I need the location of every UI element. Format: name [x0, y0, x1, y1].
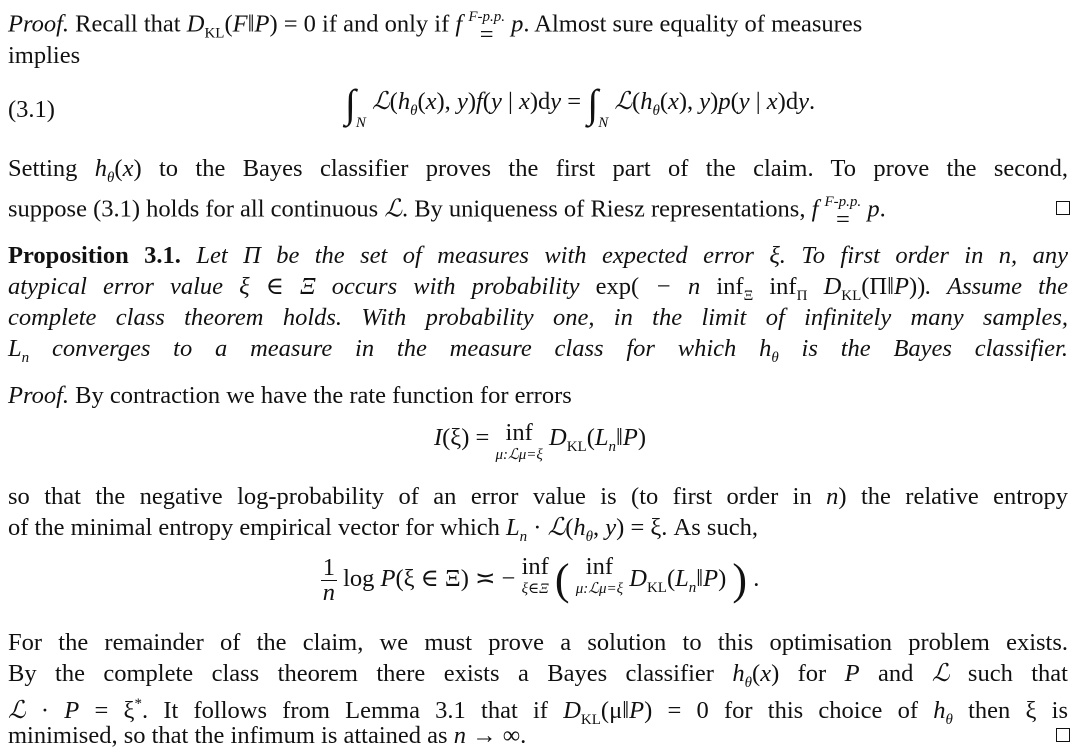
proposition-label: Proposition 3.1.	[8, 242, 181, 269]
rate-function-equation: I(ξ) = inf μ:ℒμ=ξ $D_{KL}(L_n‖P)$	[433, 419, 647, 463]
proposition-line4: $L_n$ converges to a measure in the measure class for which $h_\theta$ is the Bayes classifier.	[8, 335, 1068, 366]
proof1-line2: implies	[8, 42, 81, 69]
qed-symbol	[1056, 201, 1070, 215]
proof2-line7: minimised, so that the infimum is attained as n → ∞.	[8, 722, 527, 749]
proof2-text: By contraction we have the rate function for errors	[75, 382, 572, 409]
proof1-line4: suppose (3.1) holds for all continuous ℒ. By uniqueness of Riesz representations, f F-p.p. = p.	[8, 194, 886, 233]
proof2-line3: of the minimal entropy empirical vector for which $L_n$ · $ℒ(h_\theta$, y) = ξ. As such,	[8, 514, 758, 545]
proposition-line2: atypical error value ξ ∈ Ξ occurs with probability exp( − n inf$_\Xi$ inf$_\Pi$ $D_{KL}(\Pi‖P)$). Assume the	[8, 273, 1069, 304]
proof1-line1: Proof. Recall that $D_{KL}(F‖P) = 0$ if and only if f F-p.p. = p. Almost sure equality of measures	[8, 9, 863, 48]
proof1-line3: Setting $h_\theta(x)$ to the Bayes classifier proves the first part of the claim. To prove the second,	[8, 155, 1069, 186]
proof2-line2: so that the negative log-probability of an error value is (to first order in n) the relative entropy	[8, 483, 1068, 510]
proof2-line5: By the complete class theorem there exists a Bayes classifier $h_\theta(x)$ for P and ℒ such that	[8, 660, 1068, 691]
proposition-line1: Proposition 3.1. Let Π be the set of measures with expected error ξ. To first order in n, any	[8, 242, 1068, 269]
equation-3-1: $\int_N$ $ℒ(h_\theta(x)$, y)f(y | $x)dy = \int_N$ $ℒ(h_\theta(x)$, y)p(y | x)dy.	[344, 81, 816, 131]
equation-label: (3.1)	[8, 96, 55, 123]
proof2-line4: For the remainder of the claim, we must prove a solution to this optimisation problem exists.	[8, 629, 1068, 656]
proof2-line6: ℒ · P = ξ*. It follows from Lemma 3.1 that if $D_{KL}(\mu‖P) = 0$ for this choice of $h_\theta$ then ξ is	[8, 696, 1068, 728]
log-probability-equation: $\frac{1}{n}$ log P(ξ ∈ Ξ) ≍ − inf ξ∈Ξ ( inf μ:ℒμ=ξ $D_{KL}(L_n‖P)$ ) .	[322, 553, 760, 606]
qed-symbol	[1056, 728, 1070, 742]
proof2-line1	[8, 380, 572, 411]
proof-label: Proof.	[8, 382, 70, 409]
proof-label: Proof.	[8, 10, 70, 38]
proposition-line3: complete class theorem holds. With probability one, in the limit of infinitely many samples,	[8, 304, 1068, 331]
